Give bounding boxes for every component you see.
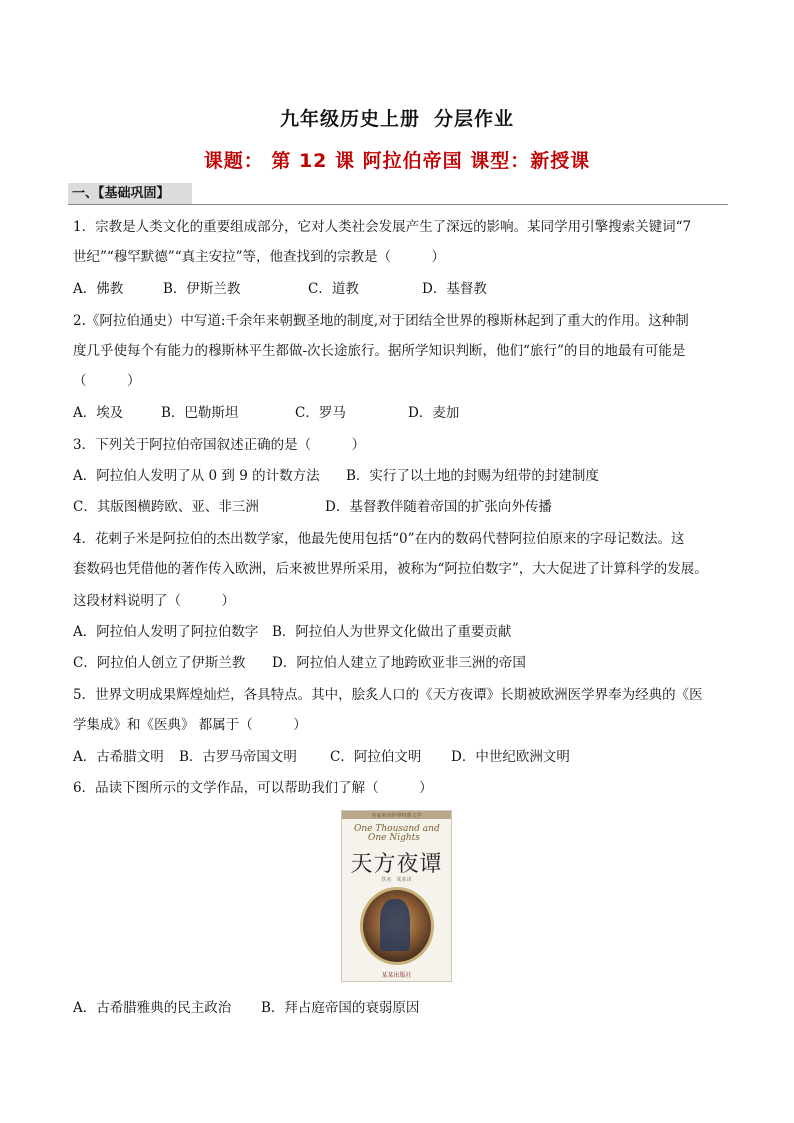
question-5-option-c: C．阿拉伯文明 [330, 749, 422, 765]
question-2-line-2: 度几乎使每个有能力的穆斯林平生都做-次长途旅行。据所学知识判断，他们“旅行”的目的地最有可能是 [73, 343, 686, 359]
question-2-option-c: C．罗马 [295, 405, 346, 421]
question-3-option-b: B．实行了以土地的封赐为纽带的封建制度 [346, 468, 599, 484]
question-1-line-1: 1．宗教是人类文化的重要组成部分，它对人类社会发展产生了深远的影响。某同学用引擎搜索关键词“7 [73, 219, 692, 235]
book-illustration-figure [380, 899, 410, 951]
question-2-option-a: A．埃及 [73, 405, 124, 421]
question-3-option-c: C．其版图横跨欧、亚、非三洲 [73, 499, 259, 515]
question-6-option-a: A．古希腊雅典的民主政治 [73, 1000, 232, 1016]
book-cover-image [341, 810, 452, 982]
question-5-option-d: D．中世纪欧洲文明 [451, 749, 570, 765]
question-3-line-1: 3．下列关于阿拉伯帝国叙述正确的是（ ） [73, 437, 366, 453]
question-5-line-2: 学集成》和《医典》 都属于（ ） [73, 717, 307, 733]
book-credit: 佚名 某某译 [381, 877, 412, 883]
question-1-line-2: 世纪”“穆罕默德”“真主安拉”等，他查找到的宗教是（ ） [73, 249, 446, 265]
section-rule [68, 204, 728, 205]
title-sub: 分层作业 [434, 108, 515, 130]
question-3-option-d: D．基督教伴随着帝国的扩张向外传播 [325, 499, 552, 515]
question-3-option-a: A．阿拉伯人发明了从 0 到 9 的计数方法 [73, 468, 320, 484]
question-5-line-1: 5．世界文明成果辉煌灿烂，各具特点。其中，脍炙人口的《天方夜谭》长期被欧洲医学界奉为经典的《医 [73, 687, 703, 703]
book-chinese-title: 天方夜谭 [350, 852, 443, 877]
question-4-option-a: A．阿拉伯人发明了阿拉伯数字 [73, 624, 259, 640]
book-publisher: 某某出版社 [381, 972, 412, 979]
book-english-title: One Thousand and One Nights [354, 824, 440, 843]
question-2-option-d: D．麦加 [408, 405, 460, 421]
question-2-line-3: （ ） [73, 373, 141, 389]
question-1-option-a: A．佛教 [73, 281, 124, 297]
question-4-option-d: D．阿拉伯人建立了地跨欧亚非三洲的帝国 [272, 655, 526, 671]
title-main: 九年级历史上册 [279, 108, 420, 130]
question-4-option-b: B．阿拉伯人为世界文化做出了重要贡献 [272, 624, 512, 640]
section-label: 一、【基础巩固】 [72, 186, 170, 201]
question-4-option-c: C．阿拉伯人创立了伊斯兰教 [73, 655, 246, 671]
question-4-line-2: 套数码也凭借他的著作传入欧洲，后来被世界所采用，被称为“阿拉伯数字”，大大促进了计算科学的发展。 [73, 561, 708, 577]
question-5-option-a: A．古希腊文明 [73, 749, 164, 765]
question-1-option-b: B．伊斯兰教 [163, 281, 241, 297]
question-4-line-3: 这段材料说明了（ ） [73, 593, 235, 609]
question-2-option-b: B．巴勒斯坦 [161, 405, 239, 421]
question-2-line-1: 2.《阿拉伯通史）中写道:千余年来朝觐圣地的制度,对于团结全世界的穆斯林起到了重大的作用。这种制 [73, 313, 689, 329]
question-6-line-1: 6．品读下图所示的文学作品，可以帮助我们了解（ ） [73, 780, 433, 796]
question-1-option-d: D．基督教 [422, 281, 487, 297]
question-4-line-1: 4．花剌子米是阿拉伯的杰出数学家，他最先使用包括“0”在内的数码代替阿拉伯原来的字母记数法。这 [73, 531, 685, 547]
question-1-option-c: C．道教 [308, 281, 359, 297]
page-title [0, 104, 794, 131]
book-series-label: 名家名译世界经典文学 [371, 813, 422, 819]
lesson-line: 课题： 第 12 课 阿拉伯帝国 课型：新授课 [203, 150, 591, 172]
question-6-option-b: B．拜占庭帝国的衰弱原因 [261, 1000, 420, 1016]
section-header [68, 183, 728, 205]
question-5-option-b: B．古罗马帝国文明 [179, 749, 297, 765]
